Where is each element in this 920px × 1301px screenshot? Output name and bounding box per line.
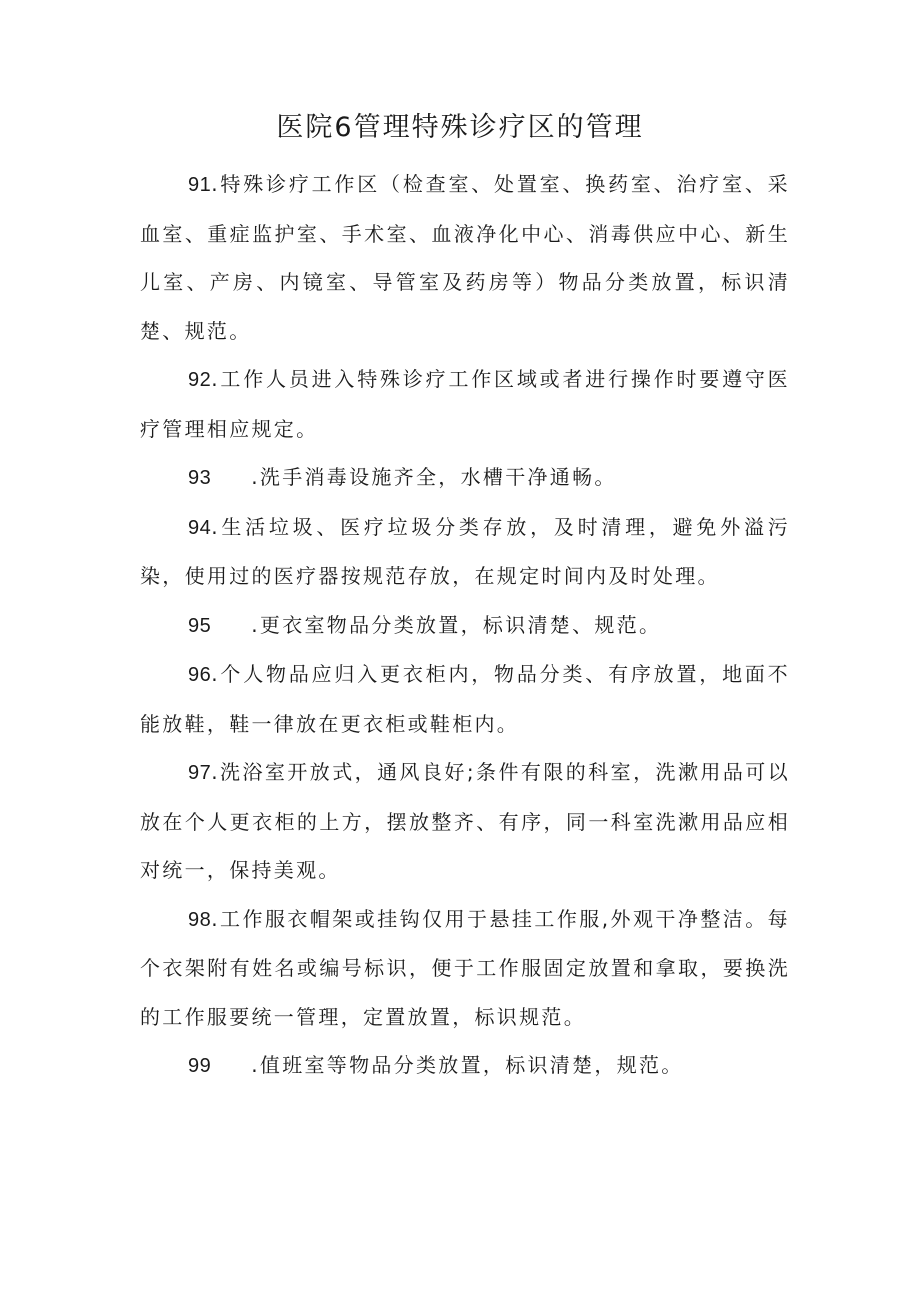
item-text: .特殊诊疗工作区（检查室、处置室、换药室、治疗室、采血室、重症监护室、手术室、血液净化中心、消毒供应中心、新生儿室、产房、内镜室、导管室及药房等）物品分类放置，标识清楚、规范。	[140, 172, 790, 343]
list-item-98	[140, 895, 790, 1042]
list-item-92	[140, 355, 790, 453]
document-title: 医院6管理特殊诊疗区的管理	[276, 112, 644, 143]
list-item-93	[140, 453, 790, 503]
item-text: .更衣室物品分类放置，标识清楚、规范。	[251, 612, 662, 637]
list-item-99	[140, 1041, 790, 1091]
item-text: .个人物品应归入更衣柜内，物品分类、有序放置，地面不能放鞋，鞋一律放在更衣柜或鞋柜内。	[140, 662, 790, 736]
item-number: 98	[188, 908, 212, 931]
document-body	[140, 160, 790, 1091]
list-item-97	[140, 748, 790, 895]
list-item-95	[140, 601, 790, 651]
item-text: .洗浴室开放式，通风良好;条件有限的科室，洗漱用品可以放在个人更衣柜的上方，摆放整齐、有序，同一科室洗漱用品应相对统一，保持美观。	[140, 760, 790, 882]
item-text: .工作人员进入特殊诊疗工作区域或者进行操作时要遵守医疗管理相应规定。	[140, 367, 790, 441]
list-item-91	[140, 160, 790, 355]
list-item-96	[140, 650, 790, 748]
item-number: 97	[188, 762, 212, 784]
item-text: .值班室等物品分类放置，标识清楚，规范。	[251, 1053, 684, 1077]
item-text: .洗手消毒设施齐全，水槽干净通畅。	[251, 465, 617, 489]
list-item-94	[140, 503, 790, 601]
item-number: 96	[188, 664, 212, 686]
item-number: 99	[188, 1055, 212, 1077]
item-text: .工作服衣帽架或挂钩仅用于悬挂工作服,外观干净整洁。每个衣架附有姓名或编号标识，便于工作服固定放置和拿取，要换洗的工作服要统一管理，定置放置，标识规范。	[140, 906, 790, 1029]
item-number: 93	[188, 467, 212, 489]
item-number: 94	[188, 516, 212, 539]
item-text: .生活垃圾、医疗垃圾分类存放，及时清理，避免外溢污染，使用过的医疗器按规范存放，在规定时间内及时处理。	[140, 514, 790, 588]
item-number: 91	[188, 174, 212, 196]
item-number: 95	[188, 614, 212, 637]
item-number: 92	[188, 369, 212, 391]
